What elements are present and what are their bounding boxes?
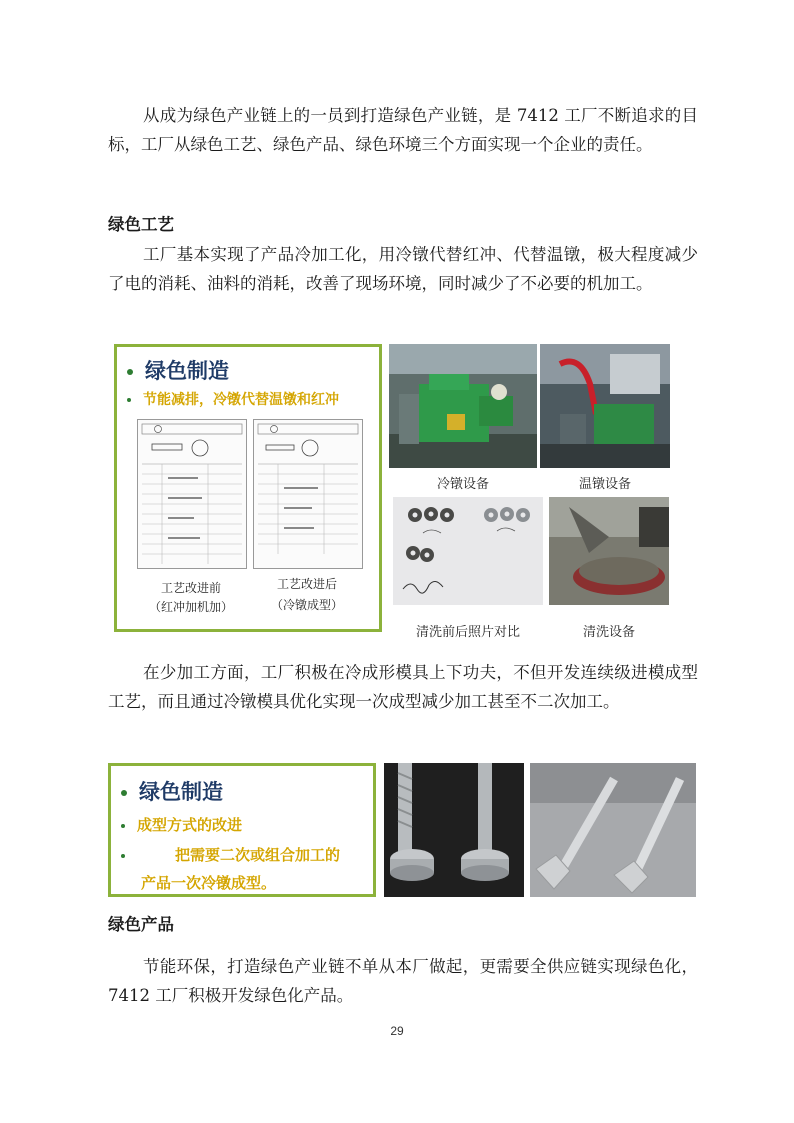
caption-after: 工艺改进后 [276, 577, 337, 591]
green-process-paragraph: 工厂基本实现了产品冷加工化，用冷镦代替红冲、代替温镦，极大程度减少了电的消耗、油料的消耗，改善了现场环境，同时减少了不必要的机加工。 [108, 245, 698, 293]
drawing-bolt-icon [138, 420, 246, 568]
bullet-dot-icon [127, 398, 131, 402]
slide-panel-2 [108, 763, 376, 897]
cleaning-equipment-photo [549, 497, 669, 605]
process-sheet-before [137, 419, 247, 569]
intro-paragraph: 从成为绿色产业链上的一员到打造绿色产业链，是 7412 工厂不断追求的目标，工厂从绿色工艺、绿色产品、绿色环境三个方面实现一个企业的责任。 [108, 106, 698, 154]
bullet-dot-icon [121, 854, 125, 858]
caption-cleaning-equipment: 清洗设备 [582, 625, 635, 640]
heading-green-process: 绿色工艺 [108, 215, 174, 234]
caption-after-sub: （冷镦成型） [270, 598, 343, 612]
bolts-photo-1 [384, 763, 524, 897]
cleaning-comparison-photo [393, 497, 543, 605]
bolts-photo-2 [530, 763, 696, 897]
slide-bullet-2: 把需要二次或组合加工的 [121, 844, 340, 865]
caption-before-sub: （红冲加机加） [148, 600, 233, 614]
page-number: 29 [390, 1024, 404, 1038]
caption-cold-heading: 冷镦设备 [436, 477, 489, 492]
warm-heading-machine-photo [540, 344, 670, 468]
slide-title: 绿色制造 [127, 355, 229, 385]
green-product-paragraph: 节能环保，打造绿色产业链不单从本厂做起，更需要全供应链实现绿色化，7412 工厂积极开发绿色化产品。 [108, 957, 698, 1005]
cold-heading-machine-photo [389, 344, 537, 468]
slide-bullet: 节能减排，冷镦代替温镦和红冲 [127, 389, 339, 409]
bullet-dot-icon [121, 790, 127, 796]
slide-bullet-2-continued: 产品一次冷镦成型。 [141, 874, 277, 892]
less-machining-paragraph: 在少加工方面，工厂积极在冷成形模具上下功夫，不但开发连续级进模成型工艺，而且通过冷镦模具优化实现一次成型减少加工甚至不二次加工。 [108, 663, 698, 711]
heading-green-product: 绿色产品 [108, 915, 174, 934]
caption-before-after-cleaning: 清洗前后照片对比 [415, 625, 520, 640]
slide-panel-1 [114, 344, 382, 632]
bullet-dot-icon [127, 369, 133, 375]
slide-title: 绿色制造 [121, 776, 223, 806]
caption-before: 工艺改进前 [160, 581, 221, 595]
drawing-bolt-icon [254, 420, 362, 568]
caption-warm-heading: 温镦设备 [578, 477, 631, 492]
process-sheet-after [253, 419, 363, 569]
slide-bullet-1: 成型方式的改进 [121, 814, 242, 835]
bullet-dot-icon [121, 824, 125, 828]
